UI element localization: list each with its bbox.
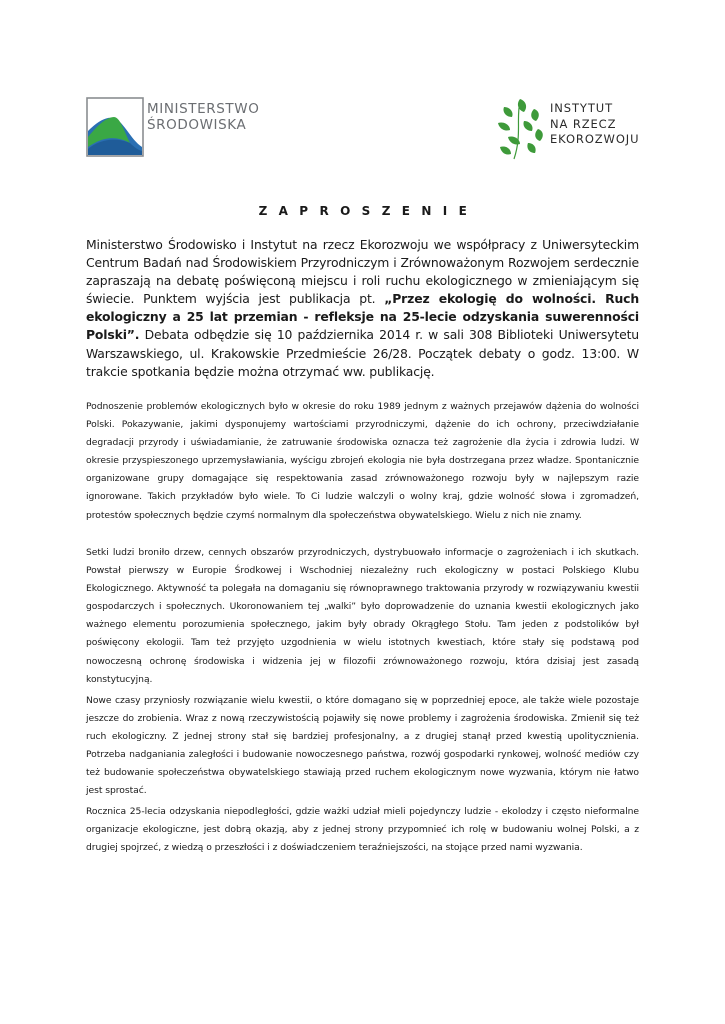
body-paragraph-4: Rocznica 25-lecia odzyskania niepodległości, gdzie ważki udział mieli pojedynczy ludzie - ekolodzy i często nieformalne organizacje ekologiczne, jest dobrą okazją, aby z jednej strony przypomnieć ich rolę w budowaniu wolnej Polski, a z drugiej spojrzeć, z wiedzą o przeszłości i z doświadczeniem teraźniejszości, na stojące przed nami wyzwania.	[86, 806, 639, 854]
document-title: Z A P R O S Z E N I E	[258, 204, 471, 218]
institute-name: INSTYTUT NA RZECZ EKOROZWOJU	[550, 101, 640, 146]
ministry-name: MINISTERSTWO ŚRODOWISKA	[147, 101, 260, 133]
publication-title: „Przez ekologię do wolności. Ruch ekologiczny a 25 lat przemian - refleksje na 25-lecie odzyskania suwerenności Polski”.	[86, 291, 639, 343]
body-paragraph-1: Podnoszenie problemów ekologicznych było w okresie do roku 1989 jednym z ważnych przejawów dążenia do wolności Polski. Pokazywanie, jakimi dysponujemy wartościami przyrodniczymi, dążenie do ich ochrony, przeciwdziałanie degradacji przyrody i uświadamianie, że zatruwanie środowiska oznacza też zagrożenie dla życia i zdrowia ludzi. W okresie przyspieszonego uprzemysławiania, wyścigu zbrojeń ekologia nie była dostrzegana przez władze. Spontanicznie organizowane grupy domagające się respektowania zasad zrównoważonego rozwoju były w najlepszym razie ignorowane. Takich przykładów było wiele. To Ci ludzie walczyli o wolny kraj, gdzie wolność słowa i zgromadzeń, protestów społecznych będzie czymś normalnym dla społeczeństwa obywatelskiego. Wielu z nich nie znamy.	[86, 401, 639, 521]
leaf-icon	[494, 95, 546, 161]
ministry-logo	[86, 97, 266, 159]
ministry-emblem-icon	[86, 97, 144, 157]
institute-logo	[494, 95, 654, 161]
body-paragraph-2: Setki ludzi broniło drzew, cennych obszarów przyrodniczych, dystrybuowało informacje o zagrożeniach i ich skutkach. Powstał pierwszy w Europie Środkowej i Wschodniej niezależny ruch ekologiczny w postaci Polskiego Klubu Ekologicznego. Aktywność ta polegała na domaganiu się równoprawnego traktowania przyrody w rozwiązywaniu kwestii gospodarczych i społecznych. Ukoronowaniem tej „walki” było doprowadzenie do uznania kwestii ekologicznych jako ważnego elementu porozumienia społecznego, jakim były obrady Okrągłego Stołu. Tam jeden z podstolików był poświęcony ekologii. Tam też przyjęto uzgodnienia w wielu istotnych kwestiach, które stały się podstawą pod nowoczesną ochronę środowiska i widzenia jej w filozofii zrównoważonego rozwoju, która dzisiaj jest zasadą konstytucyjną.	[86, 547, 639, 685]
body-paragraph-3: Nowe czasy przyniosły rozwiązanie wielu kwestii, o które domagano się w poprzedniej epoce, ale także wiele pozostaje jeszcze do zrobienia. Wraz z nową rzeczywistością pojawiły się nowe problemy i zagrożenia środowiska. Zmienił się też ruch ekologiczny. Z jednej strony stał się bardziej profesjonalny, a z drugiej stanął przed kwestią upolitycznienia. Potrzeba nadganiania zaległości i budowanie nowoczesnego państwa, rozwój gospodarki rynkowej, wolność mediów czy też budowanie społeczeństwa obywatelskiego stawiają przed ruchem ekologicznym nowe wyzwania, którym nie łatwo jest sprostać.	[86, 695, 639, 797]
intro-paragraph: Ministerstwo Środowisko i Instytut na rzecz Ekorozwoju we współpracy z Uniwersyteckim Centrum Badań nad Środowiskiem Przyrodniczym i Zrównoważonym Rozwojem serdecznie zapraszają na debatę poświęconą miejscu i roli ruchu ekologicznego w zmieniającym się świecie. Punktem wyjścia jest publikacja pt. „Przez ekologię do wolności. Ruch ekologiczny a 25 lat przemian - refleksje na 25-lecie odzyskania suwerenności Polski”. Debata odbędzie się 10 października 2014 r. w sali 308 Biblioteki Uniwersytetu Warszawskiego, ul. Krakowskie Przedmieście 26/28. Początek debaty o godz. 13:00. W trakcie spotkania będzie można otrzymać ww. publikację.	[86, 237, 639, 379]
